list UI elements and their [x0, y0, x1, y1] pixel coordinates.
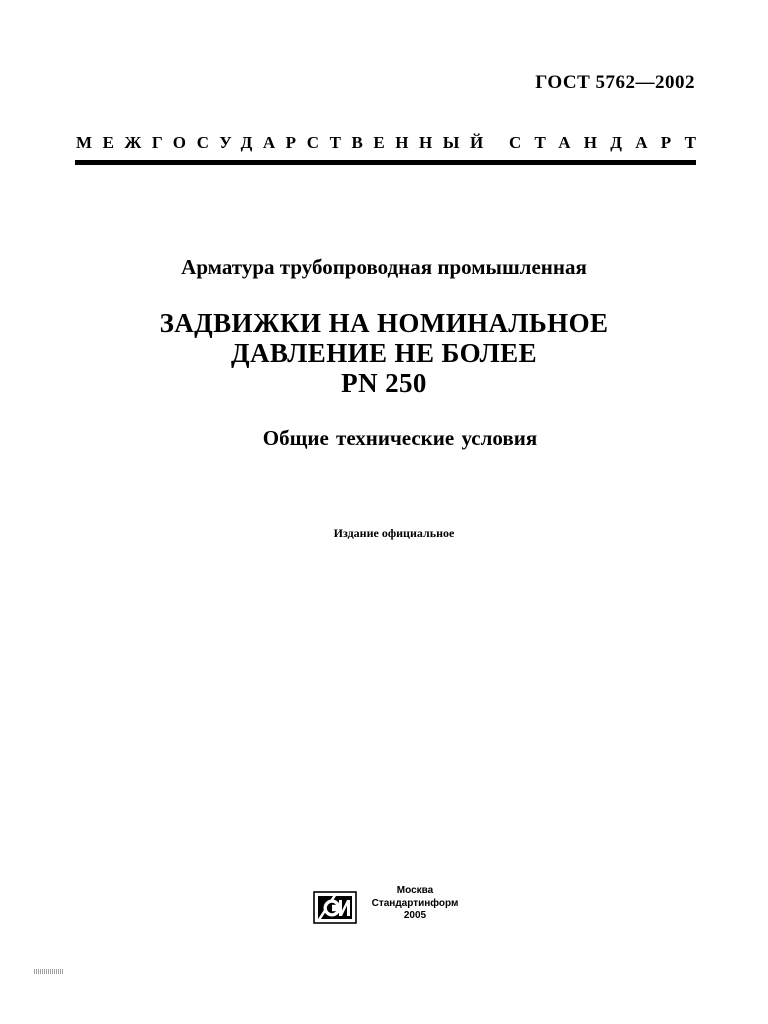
publisher-city: Москва [396, 885, 434, 896]
document-category: Арматура трубопроводная промышленная [181, 255, 587, 279]
publisher-name: Стандартинформ [371, 897, 459, 909]
document-subtitle: Общие технические условия [262, 426, 538, 450]
title-line: ЗАДВИЖКИ НА НОМИНАЛЬНОЕ [159, 308, 609, 338]
title-line: PN 250 [341, 368, 427, 398]
publication-year: 2005 [403, 910, 427, 921]
standartinform-logo-icon [313, 891, 357, 924]
print-mark [34, 969, 64, 974]
edition-label: Издание официальное [333, 526, 455, 540]
standard-type-left: МЕЖГОСУДАРСТВЕННЫЙ [76, 133, 494, 152]
header-rule [75, 160, 696, 165]
document-title [0, 308, 768, 398]
standard-type-right: СТАНДАРТ [508, 133, 710, 152]
standard-type-header [76, 133, 710, 153]
document-number: ГОСТ 5762—2002 [535, 72, 695, 93]
publisher-info [360, 885, 470, 923]
title-line: ДАВЛЕНИЕ НЕ БОЛЕЕ [231, 338, 537, 368]
